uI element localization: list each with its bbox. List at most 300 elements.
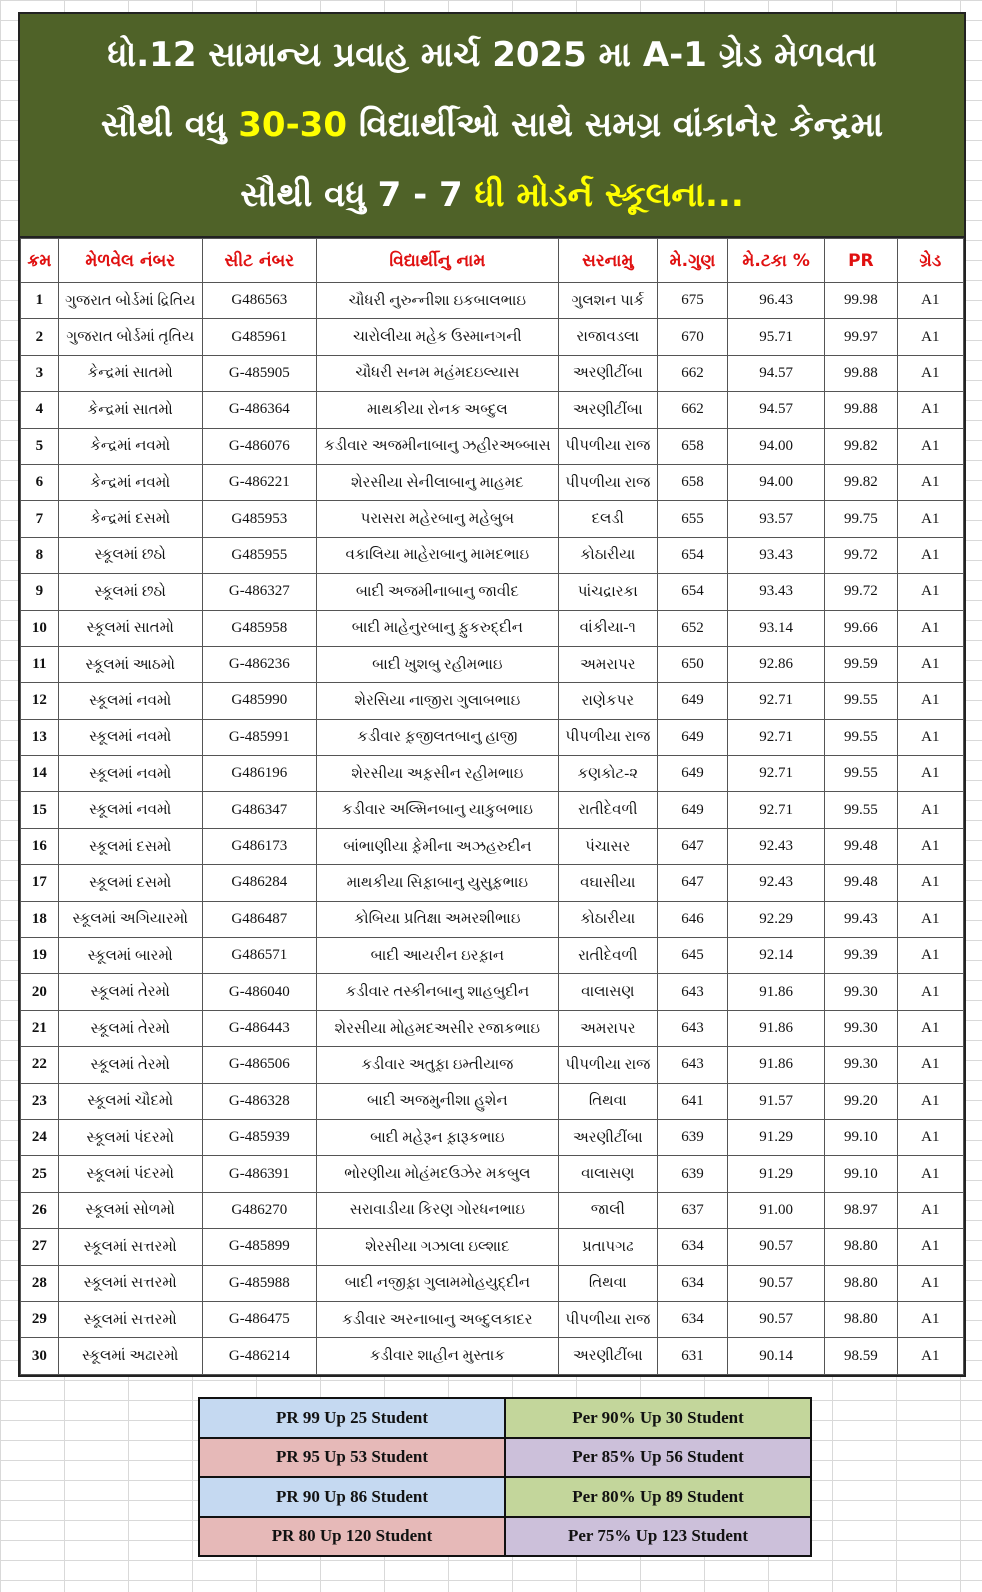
banner-highlight-school: ધી મોડર્ન સ્કૂલના... <box>474 175 744 215</box>
cell-village: પ્રતાપગઢ <box>558 1229 657 1265</box>
cell-serial: 9 <box>21 574 59 610</box>
cell-marks: 658 <box>657 464 727 500</box>
cell-rank: સ્કૂલમાં અઢારમો <box>58 1338 202 1374</box>
cell-grade: A1 <box>897 938 963 974</box>
col-header-percent: મે.ટકા % <box>728 239 825 283</box>
col-header-serial: ક્રમ <box>21 239 59 283</box>
banner-line-3 <box>20 160 964 230</box>
cell-village: તિથવા <box>558 1265 657 1301</box>
cell-grade: A1 <box>897 719 963 755</box>
summary-pr-cell: PR 90 Up 86 Student <box>199 1477 505 1517</box>
cell-rank: કેન્દ્રમાં સાતમો <box>58 392 202 428</box>
cell-village: જાલી <box>558 1192 657 1228</box>
col-header-name: વિદ્યાર્થીનુ નામ <box>316 239 558 283</box>
cell-marks: 643 <box>657 1047 727 1083</box>
cell-percent: 93.57 <box>728 501 825 537</box>
cell-pr: 99.55 <box>825 719 897 755</box>
table-row <box>21 1047 964 1083</box>
cell-village: અરણીટીંબા <box>558 392 657 428</box>
cell-percent: 92.71 <box>728 683 825 719</box>
cell-student-name: સરાવાડીયા કિરણ ગોરધનભાઇ <box>316 1192 558 1228</box>
cell-marks: 662 <box>657 392 727 428</box>
cell-serial: 10 <box>21 610 59 646</box>
cell-student-name: કોબિયા પ્રતિક્ષા અમરશીભાઇ <box>316 901 558 937</box>
cell-percent: 94.00 <box>728 428 825 464</box>
cell-percent: 94.00 <box>728 464 825 500</box>
cell-marks: 631 <box>657 1338 727 1374</box>
cell-rank: સ્કૂલમાં અગિયારમો <box>58 901 202 937</box>
cell-serial: 23 <box>21 1083 59 1119</box>
cell-serial: 8 <box>21 537 59 573</box>
summary-pr-cell: PR 80 Up 120 Student <box>199 1517 505 1557</box>
cell-pr: 99.39 <box>825 938 897 974</box>
cell-pr: 99.30 <box>825 1010 897 1046</box>
cell-marks: 643 <box>657 1010 727 1046</box>
cell-rank: સ્કૂલમાં સત્તરમો <box>58 1265 202 1301</box>
cell-village: પીપળીયા રાજ <box>558 1047 657 1083</box>
cell-pr: 99.88 <box>825 392 897 428</box>
cell-rank: સ્કૂલમાં પંદરમો <box>58 1119 202 1155</box>
cell-rank: સ્કૂલમાં નવમો <box>58 756 202 792</box>
cell-pr: 99.30 <box>825 974 897 1010</box>
cell-grade: A1 <box>897 392 963 428</box>
results-sheet <box>18 12 966 1377</box>
cell-percent: 94.57 <box>728 392 825 428</box>
cell-marks: 658 <box>657 428 727 464</box>
cell-student-name: ચારોલીયા મહેક ઉસ્માનગની <box>316 319 558 355</box>
cell-percent: 92.14 <box>728 938 825 974</box>
cell-village: અરણીટીંબા <box>558 1119 657 1155</box>
cell-pr: 99.98 <box>825 283 897 319</box>
cell-seat-number: G-486040 <box>202 974 316 1010</box>
cell-village: પીપળીયા રાજ <box>558 1301 657 1337</box>
cell-pr: 98.80 <box>825 1229 897 1265</box>
cell-village: પીપળીયા રાજ <box>558 428 657 464</box>
table-row <box>21 1119 964 1155</box>
cell-village: દલડી <box>558 501 657 537</box>
cell-pr: 99.75 <box>825 501 897 537</box>
cell-student-name: કડીવાર અતુફ઼ા ઇમ્તીયાજ <box>316 1047 558 1083</box>
cell-seat-number: G486173 <box>202 828 316 864</box>
cell-rank: સ્કૂલમાં ચૌદમો <box>58 1083 202 1119</box>
cell-percent: 94.57 <box>728 355 825 391</box>
cell-grade: A1 <box>897 792 963 828</box>
cell-serial: 25 <box>21 1156 59 1192</box>
cell-village: વાલાસણ <box>558 974 657 1010</box>
cell-marks: 639 <box>657 1156 727 1192</box>
cell-rank: સ્કૂલમાં છઠો <box>58 537 202 573</box>
cell-marks: 655 <box>657 501 727 537</box>
cell-student-name: બાદી અજમુનીશા હુશેન <box>316 1083 558 1119</box>
cell-serial: 15 <box>21 792 59 828</box>
cell-pr: 99.82 <box>825 464 897 500</box>
cell-serial: 19 <box>21 938 59 974</box>
cell-grade: A1 <box>897 974 963 1010</box>
cell-serial: 1 <box>21 283 59 319</box>
table-row <box>21 574 964 610</box>
cell-village: તિથવા <box>558 1083 657 1119</box>
cell-marks: 634 <box>657 1265 727 1301</box>
cell-student-name: બાદી અજમીનાબાનુ જાવીદ <box>316 574 558 610</box>
summary-table <box>198 1397 812 1557</box>
cell-grade: A1 <box>897 865 963 901</box>
cell-village: અરણીટીંબા <box>558 355 657 391</box>
cell-serial: 7 <box>21 501 59 537</box>
cell-serial: 24 <box>21 1119 59 1155</box>
cell-serial: 16 <box>21 828 59 864</box>
table-row <box>21 646 964 682</box>
cell-rank: સ્કૂલમાં સોળમો <box>58 1192 202 1228</box>
cell-grade: A1 <box>897 283 963 319</box>
cell-village: રાતીદેવળી <box>558 938 657 974</box>
cell-rank: સ્કૂલમાં તેરમો <box>58 1047 202 1083</box>
cell-marks: 643 <box>657 974 727 1010</box>
cell-grade: A1 <box>897 901 963 937</box>
cell-student-name: કડીવાર તસ્કીનબાનુ શાહબુદીન <box>316 974 558 1010</box>
cell-percent: 91.29 <box>728 1119 825 1155</box>
cell-marks: 641 <box>657 1083 727 1119</box>
cell-pr: 99.20 <box>825 1083 897 1119</box>
cell-student-name: વકાલિયા માહેરાબાનુ મામદભાઇ <box>316 537 558 573</box>
summary-row <box>199 1517 811 1557</box>
cell-pr: 99.55 <box>825 792 897 828</box>
cell-percent: 93.14 <box>728 610 825 646</box>
cell-student-name: શેરસીયા મોહમદઅસીર રજાકભાઇ <box>316 1010 558 1046</box>
cell-seat-number: G486347 <box>202 792 316 828</box>
cell-serial: 18 <box>21 901 59 937</box>
cell-rank: સ્કૂલમાં તેરમો <box>58 1010 202 1046</box>
cell-student-name: બાંભાણીયા ફ઼ેમીના અઝહરુદીન <box>316 828 558 864</box>
cell-marks: 639 <box>657 1119 727 1155</box>
cell-pr: 99.10 <box>825 1119 897 1155</box>
cell-pr: 99.55 <box>825 756 897 792</box>
cell-grade: A1 <box>897 1192 963 1228</box>
cell-student-name: શેરસીયા સેનીલાબાનુ માહમદ <box>316 464 558 500</box>
banner-line-1: ધો.12 સામાન્ય પ્રવાહ માર્ચ 2025 મા A-1 ગ્રેડ મેળવતા <box>107 35 877 75</box>
table-row <box>21 501 964 537</box>
cell-rank: કેન્દ્રમાં નવમો <box>58 428 202 464</box>
summary-percent-cell: Per 80% Up 89 Student <box>505 1477 811 1517</box>
table-row <box>21 1083 964 1119</box>
cell-seat-number: G-485939 <box>202 1119 316 1155</box>
table-row <box>21 865 964 901</box>
cell-pr: 99.66 <box>825 610 897 646</box>
cell-grade: A1 <box>897 1119 963 1155</box>
cell-grade: A1 <box>897 1156 963 1192</box>
cell-pr: 99.48 <box>825 828 897 864</box>
cell-rank: સ્કૂલમાં દસમો <box>58 828 202 864</box>
cell-grade: A1 <box>897 574 963 610</box>
cell-serial: 5 <box>21 428 59 464</box>
cell-marks: 645 <box>657 938 727 974</box>
cell-village: કોઠારીયા <box>558 901 657 937</box>
cell-serial: 29 <box>21 1301 59 1337</box>
table-row <box>21 392 964 428</box>
cell-rank: સ્કૂલમાં દસમો <box>58 865 202 901</box>
banner-highlight-count: 30-30 <box>238 105 347 145</box>
cell-pr: 98.80 <box>825 1265 897 1301</box>
summary-percent-cell: Per 75% Up 123 Student <box>505 1517 811 1557</box>
table-row <box>21 319 964 355</box>
cell-village: અમરાપર <box>558 646 657 682</box>
cell-serial: 4 <box>21 392 59 428</box>
table-row <box>21 938 964 974</box>
cell-seat-number: G-485899 <box>202 1229 316 1265</box>
cell-pr: 98.59 <box>825 1338 897 1374</box>
cell-village: રાતીદેવળી <box>558 792 657 828</box>
cell-student-name: કડીવાર અજમીનાબાનુ ઝહીરઅબ્બાસ <box>316 428 558 464</box>
cell-grade: A1 <box>897 1047 963 1083</box>
banner-line-2 <box>20 90 964 160</box>
cell-pr: 98.97 <box>825 1192 897 1228</box>
cell-pr: 99.30 <box>825 1047 897 1083</box>
cell-marks: 634 <box>657 1229 727 1265</box>
cell-percent: 91.57 <box>728 1083 825 1119</box>
cell-grade: A1 <box>897 319 963 355</box>
cell-serial: 28 <box>21 1265 59 1301</box>
col-header-seat: સીટ નંબર <box>202 239 316 283</box>
cell-student-name: કડીવાર ફ઼જીલતબાનુ હાજી <box>316 719 558 755</box>
cell-marks: 650 <box>657 646 727 682</box>
cell-student-name: ભોરણીયા મોહંમદઉઝેર મકબુલ <box>316 1156 558 1192</box>
cell-seat-number: G-486328 <box>202 1083 316 1119</box>
table-row <box>21 683 964 719</box>
table-row <box>21 1301 964 1337</box>
cell-village: વઘાસીયા <box>558 865 657 901</box>
cell-pr: 99.72 <box>825 537 897 573</box>
cell-grade: A1 <box>897 646 963 682</box>
cell-marks: 634 <box>657 1301 727 1337</box>
cell-seat-number: G486563 <box>202 283 316 319</box>
cell-village: રાજાવડલા <box>558 319 657 355</box>
cell-village: પીપળીયા રાજ <box>558 464 657 500</box>
cell-rank: કેન્દ્રમાં નવમો <box>58 464 202 500</box>
cell-village: પાંચદ્રારકા <box>558 574 657 610</box>
cell-pr: 99.43 <box>825 901 897 937</box>
cell-pr: 99.88 <box>825 355 897 391</box>
cell-student-name: શેરસીયા અફ઼સીન રહીમભાઇ <box>316 756 558 792</box>
cell-percent: 91.29 <box>728 1156 825 1192</box>
cell-seat-number: G-486506 <box>202 1047 316 1083</box>
cell-student-name: કડીવાર શાહીન મુસ્તાક <box>316 1338 558 1374</box>
table-row <box>21 1010 964 1046</box>
col-header-rank: મેળવેલ નંબર <box>58 239 202 283</box>
cell-rank: સ્કૂલમાં નવમો <box>58 719 202 755</box>
cell-percent: 92.71 <box>728 719 825 755</box>
cell-rank: સ્કૂલમાં પંદરમો <box>58 1156 202 1192</box>
table-row <box>21 719 964 755</box>
cell-serial: 27 <box>21 1229 59 1265</box>
cell-student-name: બાદી મહેરૂન ફ઼ારૂકભાઇ <box>316 1119 558 1155</box>
cell-rank: સ્કૂલમાં સાતમો <box>58 610 202 646</box>
cell-serial: 12 <box>21 683 59 719</box>
cell-marks: 652 <box>657 610 727 646</box>
banner-line-2-end: વિદ્યાર્થીઓ સાથે સમગ્ર વાંકાનેર કેન્દ્રમા <box>347 105 884 145</box>
cell-student-name: બાદી નજીફ઼ા ગુલામમોહયુદ્દીન <box>316 1265 558 1301</box>
cell-serial: 13 <box>21 719 59 755</box>
cell-serial: 30 <box>21 1338 59 1374</box>
col-header-marks: મે.ગુણ <box>657 239 727 283</box>
cell-village: કોઠારીયા <box>558 537 657 573</box>
cell-grade: A1 <box>897 1010 963 1046</box>
cell-grade: A1 <box>897 1338 963 1374</box>
cell-grade: A1 <box>897 756 963 792</box>
cell-percent: 92.29 <box>728 901 825 937</box>
cell-seat-number: G-485988 <box>202 1265 316 1301</box>
cell-seat-number: G485953 <box>202 501 316 537</box>
cell-grade: A1 <box>897 610 963 646</box>
cell-rank: સ્કૂલમાં બારમો <box>58 938 202 974</box>
table-row <box>21 428 964 464</box>
cell-marks: 649 <box>657 719 727 755</box>
cell-seat-number: G-486475 <box>202 1301 316 1337</box>
cell-marks: 646 <box>657 901 727 937</box>
cell-village: રાણેકપર <box>558 683 657 719</box>
cell-student-name: બાદી ખુશબુ રહીમભાઇ <box>316 646 558 682</box>
summary-row <box>199 1398 811 1438</box>
cell-seat-number: G486571 <box>202 938 316 974</box>
cell-grade: A1 <box>897 428 963 464</box>
cell-seat-number: G486284 <box>202 865 316 901</box>
cell-grade: A1 <box>897 1265 963 1301</box>
cell-grade: A1 <box>897 1083 963 1119</box>
cell-percent: 90.57 <box>728 1301 825 1337</box>
table-row <box>21 792 964 828</box>
cell-seat-number: G485990 <box>202 683 316 719</box>
cell-serial: 26 <box>21 1192 59 1228</box>
cell-marks: 649 <box>657 683 727 719</box>
cell-marks: 675 <box>657 283 727 319</box>
cell-student-name: કડીવાર અલ્મિનબાનુ યાકુબભાઇ <box>316 792 558 828</box>
cell-rank: સ્કૂલમાં આઠમો <box>58 646 202 682</box>
cell-percent: 95.71 <box>728 319 825 355</box>
cell-pr: 99.55 <box>825 683 897 719</box>
cell-marks: 654 <box>657 537 727 573</box>
cell-percent: 96.43 <box>728 283 825 319</box>
cell-grade: A1 <box>897 1301 963 1337</box>
cell-rank: સ્કૂલમાં નવમો <box>58 792 202 828</box>
cell-seat-number: G486487 <box>202 901 316 937</box>
title-banner <box>20 14 964 238</box>
cell-percent: 90.57 <box>728 1265 825 1301</box>
cell-grade: A1 <box>897 1229 963 1265</box>
results-table <box>20 238 964 1375</box>
cell-seat-number: G485955 <box>202 537 316 573</box>
cell-serial: 6 <box>21 464 59 500</box>
cell-seat-number: G-486076 <box>202 428 316 464</box>
cell-village: પંચાસર <box>558 828 657 864</box>
cell-marks: 647 <box>657 865 727 901</box>
cell-percent: 93.43 <box>728 537 825 573</box>
cell-student-name: શેરસિયા નાજીરા ગુલાબભાઇ <box>316 683 558 719</box>
cell-rank: કેન્દ્રમાં દસમો <box>58 501 202 537</box>
results-body <box>21 283 964 1375</box>
cell-student-name: માથકીયા સિફ઼ાબાનુ યુસુફ઼ભાઇ <box>316 865 558 901</box>
cell-grade: A1 <box>897 537 963 573</box>
cell-seat-number: G485961 <box>202 319 316 355</box>
table-row <box>21 610 964 646</box>
cell-seat-number: G-486327 <box>202 574 316 610</box>
table-row <box>21 756 964 792</box>
cell-grade: A1 <box>897 464 963 500</box>
table-row <box>21 1229 964 1265</box>
cell-student-name: ચૌધરી નુરુન્નીશા ઇકબાલભાઇ <box>316 283 558 319</box>
cell-village: કણકોટ-૨ <box>558 756 657 792</box>
cell-seat-number: G486196 <box>202 756 316 792</box>
cell-serial: 17 <box>21 865 59 901</box>
cell-serial: 21 <box>21 1010 59 1046</box>
cell-village: અમરાપર <box>558 1010 657 1046</box>
summary-pr-cell: PR 95 Up 53 Student <box>199 1438 505 1478</box>
cell-percent: 90.14 <box>728 1338 825 1374</box>
cell-serial: 2 <box>21 319 59 355</box>
cell-percent: 92.43 <box>728 865 825 901</box>
cell-student-name: કડીવાર અરનાબાનુ અબ્દુલકાદર <box>316 1301 558 1337</box>
table-row <box>21 283 964 319</box>
cell-student-name: ચૌધરી સનમ મહંમદઇલ્યાસ <box>316 355 558 391</box>
table-row <box>21 974 964 1010</box>
cell-percent: 92.86 <box>728 646 825 682</box>
cell-seat-number: G-486391 <box>202 1156 316 1192</box>
table-row <box>21 537 964 573</box>
table-row <box>21 828 964 864</box>
cell-percent: 91.00 <box>728 1192 825 1228</box>
cell-pr: 99.82 <box>825 428 897 464</box>
cell-marks: 662 <box>657 355 727 391</box>
col-header-pr: PR <box>825 239 897 283</box>
cell-seat-number: G-485905 <box>202 355 316 391</box>
header-row <box>21 239 964 283</box>
cell-seat-number: G486270 <box>202 1192 316 1228</box>
cell-seat-number: G-485991 <box>202 719 316 755</box>
cell-rank: સ્કૂલમાં નવમો <box>58 683 202 719</box>
summary-row <box>199 1438 811 1478</box>
cell-pr: 99.48 <box>825 865 897 901</box>
cell-rank: ગુજરાત બોર્ડમાં તૃતિય <box>58 319 202 355</box>
cell-percent: 90.57 <box>728 1229 825 1265</box>
cell-seat-number: G-486364 <box>202 392 316 428</box>
cell-seat-number: G-486214 <box>202 1338 316 1374</box>
cell-rank: સ્કૂલમાં તેરમો <box>58 974 202 1010</box>
cell-seat-number: G-486443 <box>202 1010 316 1046</box>
table-row <box>21 1192 964 1228</box>
cell-marks: 670 <box>657 319 727 355</box>
cell-pr: 99.10 <box>825 1156 897 1192</box>
table-row <box>21 1265 964 1301</box>
table-row <box>21 464 964 500</box>
cell-pr: 99.59 <box>825 646 897 682</box>
cell-percent: 91.86 <box>728 1047 825 1083</box>
cell-village: અરણીટીંબા <box>558 1338 657 1374</box>
cell-serial: 3 <box>21 355 59 391</box>
cell-serial: 22 <box>21 1047 59 1083</box>
table-row <box>21 901 964 937</box>
cell-grade: A1 <box>897 501 963 537</box>
cell-percent: 92.71 <box>728 756 825 792</box>
banner-line-2-start: સૌથી વધુ <box>100 105 239 145</box>
cell-grade: A1 <box>897 683 963 719</box>
summary-percent-cell: Per 85% Up 56 Student <box>505 1438 811 1478</box>
cell-grade: A1 <box>897 355 963 391</box>
table-row <box>21 1156 964 1192</box>
cell-pr: 99.97 <box>825 319 897 355</box>
col-header-village: સરનામુ <box>558 239 657 283</box>
cell-percent: 91.86 <box>728 1010 825 1046</box>
cell-pr: 99.72 <box>825 574 897 610</box>
cell-marks: 647 <box>657 828 727 864</box>
cell-village: પીપળીયા રાજ <box>558 719 657 755</box>
cell-student-name: બાદી માહેનુરબાનુ ફ઼ુકરુદ્દીન <box>316 610 558 646</box>
